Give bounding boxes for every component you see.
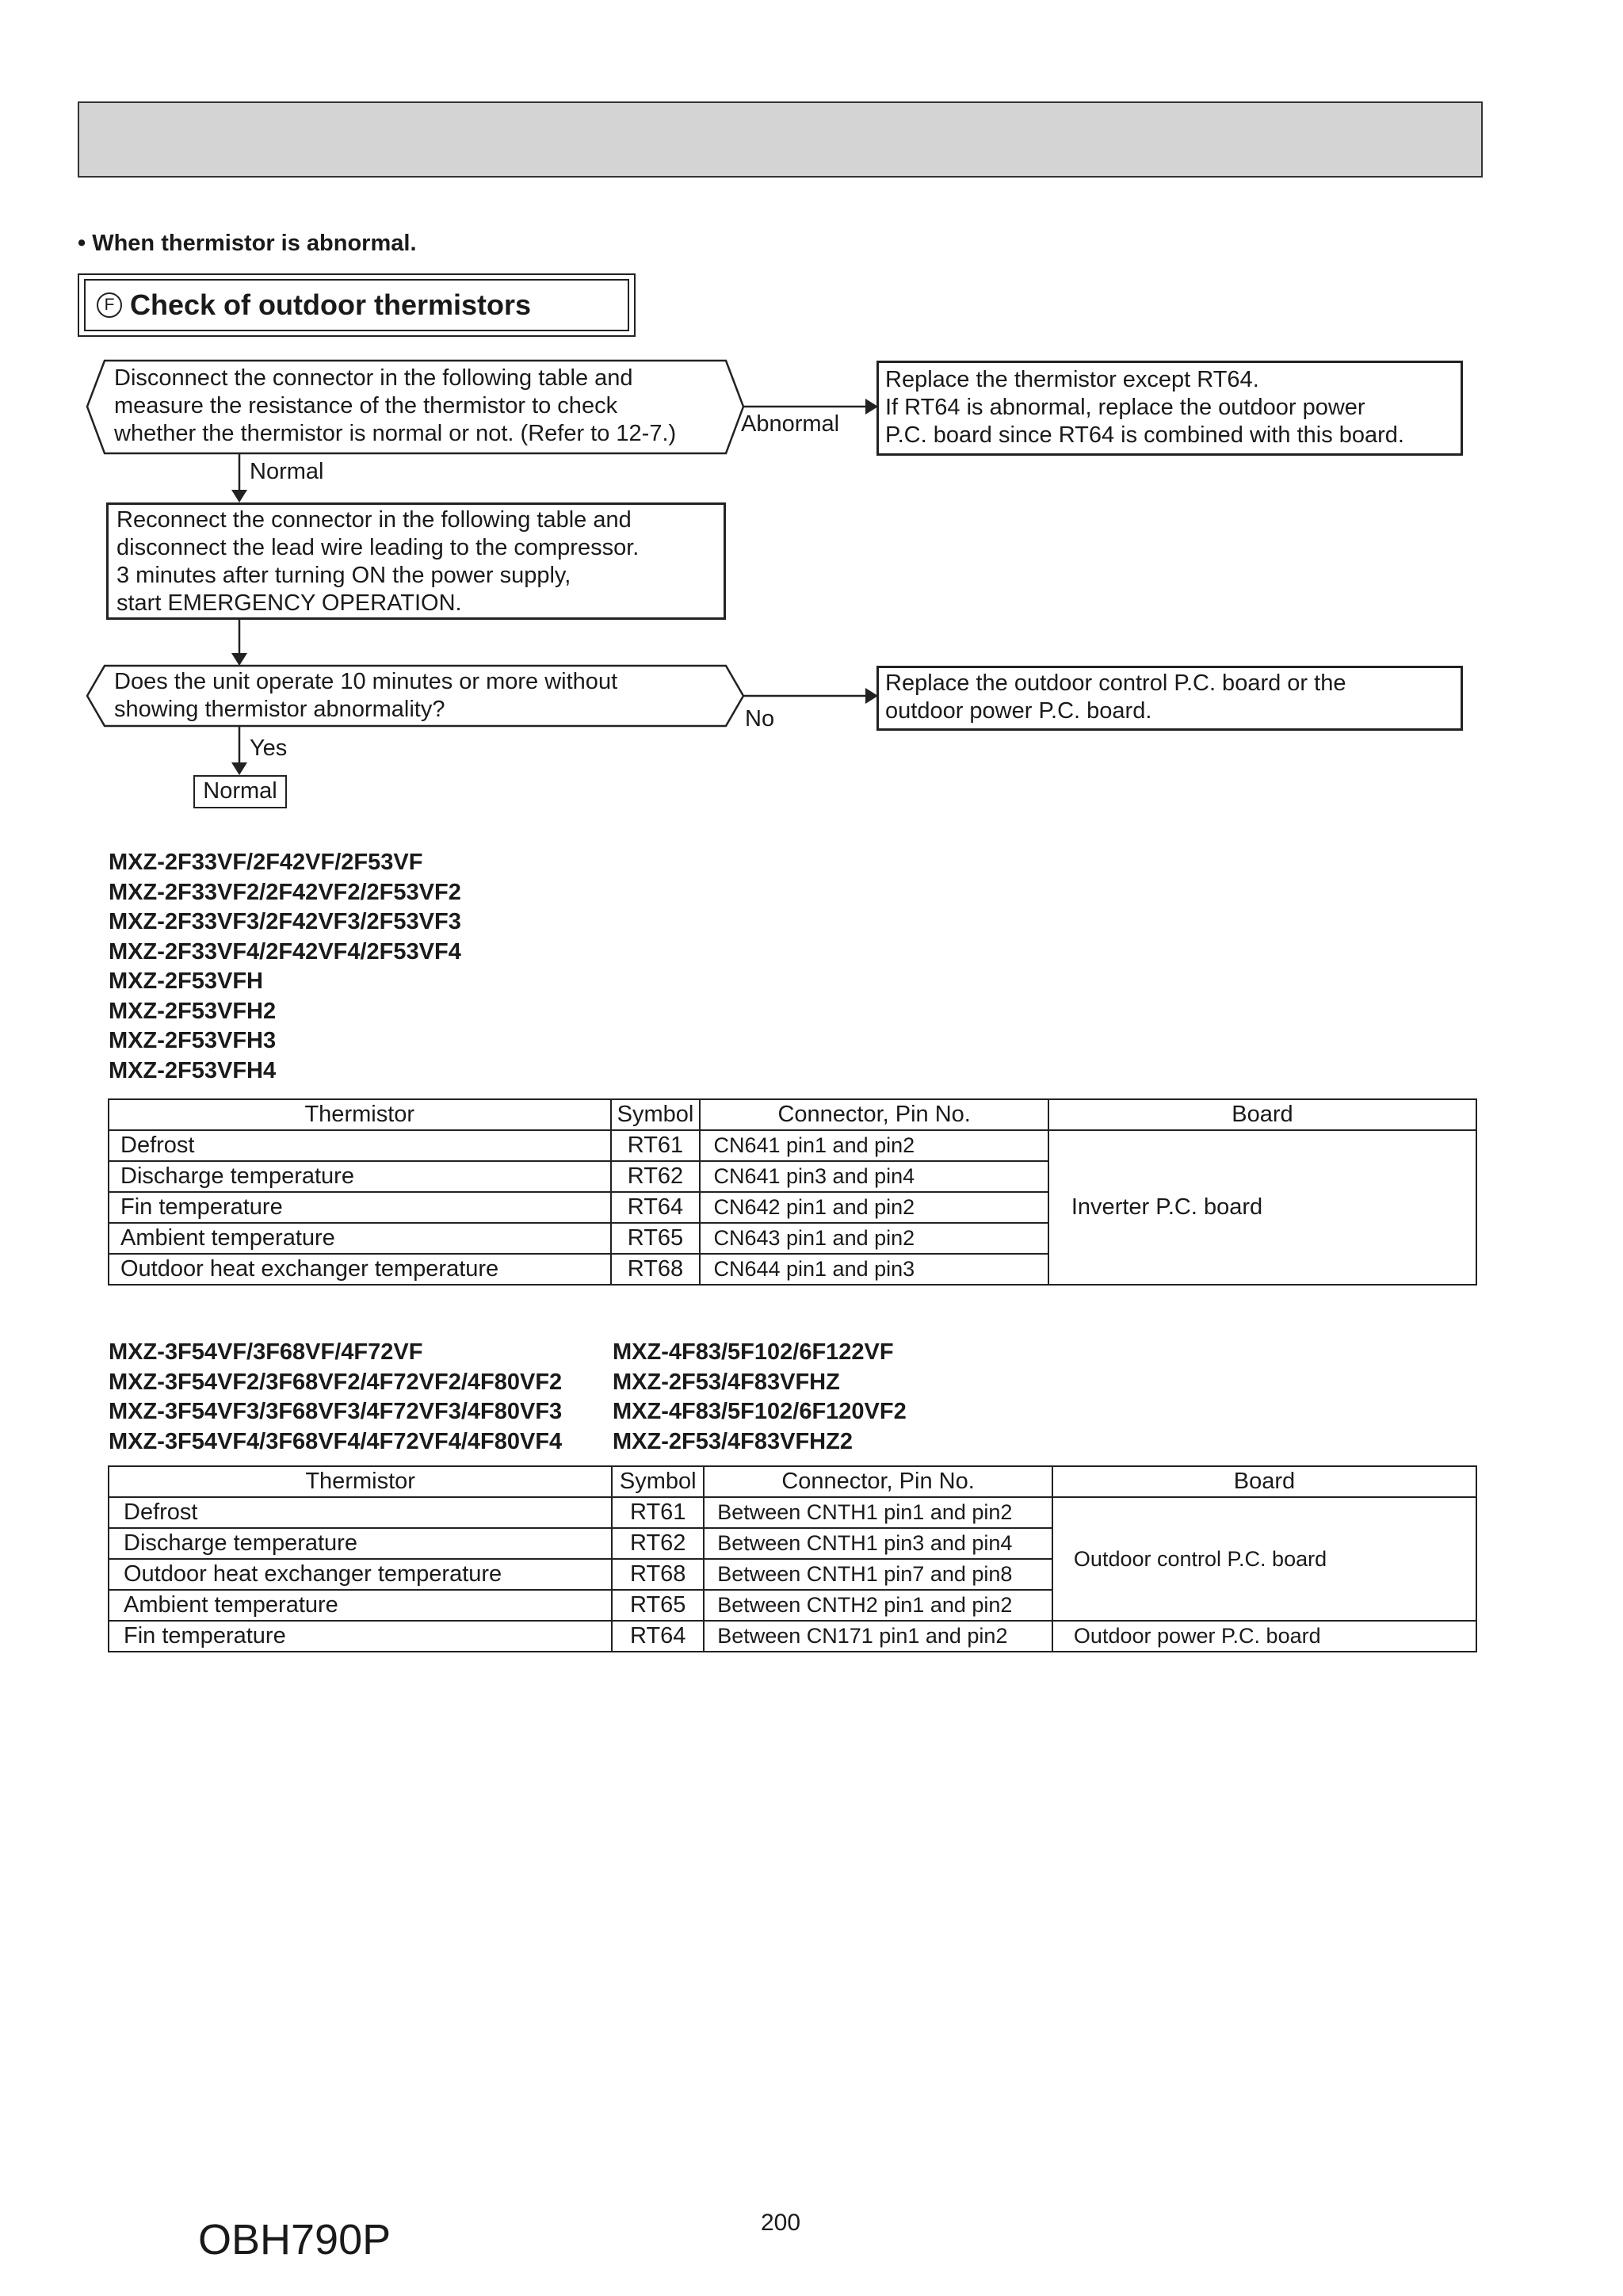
- table-row: Discharge temperature RT62 Between CNTH1 pin3 and pin4: [109, 1528, 1476, 1559]
- document-code: OBH790P: [198, 2216, 391, 2264]
- table-row: Discharge temperature RT62 CN641 pin3 and pin4: [109, 1161, 1476, 1192]
- abnormal-action-box: Replace the thermistor except RT64. If RT64 is abnormal, replace the outdoor power P.C. board since RT64 is combined with this board.: [876, 361, 1463, 456]
- page-number: 200: [761, 2210, 801, 2236]
- models-list-2-right: MXZ-4F83/5F102/6F122VF MXZ-2F53/4F83VFHZ MXZ-4F83/5F102/6F120VF2 MXZ-2F53/4F83VFHZ2: [613, 1339, 907, 1454]
- thermistor-table-1: [108, 1098, 1477, 1286]
- table-header-row: Thermistor Symbol Connector, Pin No. Board: [109, 1099, 1476, 1130]
- no-action-box: Replace the outdoor control P.C. board or the outdoor power P.C. board.: [876, 666, 1463, 731]
- step3-text: Does the unit operate 10 minutes or more without showing thermistor abnormality?: [114, 669, 618, 722]
- circled-f-icon: F: [97, 292, 122, 318]
- table-row: Outdoor heat exchanger temperature RT68 Between CNTH1 pin7 and pin8: [109, 1559, 1476, 1590]
- board-cell-power: Outdoor power P.C. board: [1052, 1621, 1476, 1652]
- abnormal-label: Abnormal: [741, 411, 840, 437]
- table-header-row: Thermistor Symbol Connector, Pin No. Board: [109, 1466, 1476, 1497]
- board-cell: Inverter P.C. board: [1048, 1130, 1476, 1285]
- table-row: Defrost RT61 CN641 pin1 and pin2 Inverter P.C. board: [109, 1130, 1476, 1161]
- table-row: Fin temperature RT64 Between CN171 pin1 and pin2 Outdoor power P.C. board: [109, 1621, 1476, 1652]
- board-cell-control: Outdoor control P.C. board: [1052, 1497, 1476, 1621]
- models-list-1: MXZ-2F33VF/2F42VF/2F53VF MXZ-2F33VF2/2F42VF2/2F53VF2 MXZ-2F33VF3/2F42VF3/2F53VF3 MXZ-2F33VF4/2F42VF4/2F53VF4 MXZ-2F53VFH MXZ-2F53VFH2 MXZ-2F53VFH3 MXZ-2F53VFH4: [109, 850, 461, 1083]
- models-list-2-left: MXZ-3F54VF/3F68VF/4F72VF MXZ-3F54VF2/3F68VF2/4F72VF2/4F80VF2 MXZ-3F54VF3/3F68VF3/4F72VF3/4F80VF3 MXZ-3F54VF4/3F68VF4/4F72VF4/4F80VF4: [109, 1339, 563, 1454]
- yes-label: Yes: [250, 735, 288, 761]
- table-row: Ambient temperature RT65 CN643 pin1 and pin2: [109, 1223, 1476, 1254]
- step1-text: Disconnect the connector in the following table and measure the resistance of the thermistor to check whether the thermistor is normal or not. (Refer to 12-7.): [114, 365, 677, 446]
- table-row: Fin temperature RT64 CN642 pin1 and pin2: [109, 1192, 1476, 1223]
- end-normal-box: Normal: [193, 775, 287, 808]
- thermistor-table-2: [108, 1465, 1477, 1652]
- normal-label: Normal: [250, 459, 324, 484]
- section-title-text: Check of outdoor thermistors: [130, 288, 532, 321]
- table-row: Ambient temperature RT65 Between CNTH2 pin1 and pin2: [109, 1590, 1476, 1621]
- table-row: Outdoor heat exchanger temperature RT68 CN644 pin1 and pin3: [109, 1254, 1476, 1285]
- no-label: No: [745, 706, 775, 732]
- table-row: Defrost RT61 Between CNTH1 pin1 and pin2 Outdoor control P.C. board: [109, 1497, 1476, 1528]
- intro-text: • When thermistor is abnormal.: [78, 231, 417, 256]
- step2-box: Reconnect the connector in the following table and disconnect the lead wire leading to the compressor. 3 minutes after turning ON the power supply, start EMERGENCY OPERATION.: [106, 502, 726, 620]
